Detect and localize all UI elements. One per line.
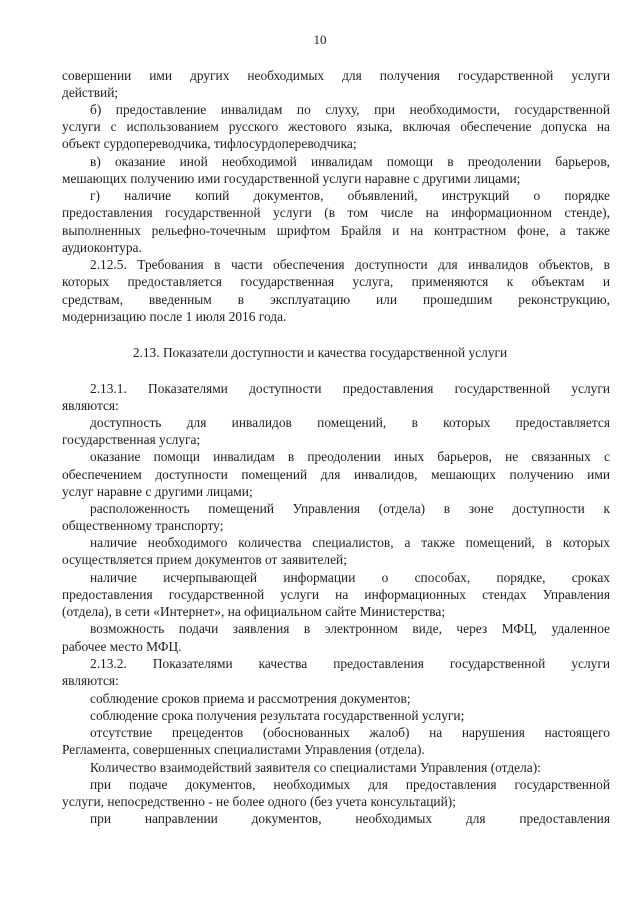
page-number: 10 [313, 32, 327, 47]
text-line: модернизацию после 1 июля 2016 года. [62, 309, 287, 324]
text-line: 2.12.5. Требования в части обеспечения доступности для инвалидов объектов, в [90, 257, 610, 272]
text-line: Регламента, совершенных специалистами Управления (отдела). [62, 742, 425, 757]
text-line: 2.13.1. Показателями доступности предоставления государственной услуги [90, 381, 610, 396]
text-line: мешающих получению ими государственной услуги наравне с другими лицами; [62, 171, 521, 186]
text-line: б) предоставление инвалидам по слуху, при необходимости, государственной [90, 102, 610, 117]
text-line: услуг наравне с другими лицами; [62, 484, 253, 499]
text-line: отсутствие прецедентов (обоснованных жалоб) на нарушения настоящего [90, 725, 610, 740]
text-line: обеспечением доступности помещений для инвалидов, мешающих получению ими [62, 467, 610, 482]
text-line: которых предоставляется государственная услуга, применяются к объектам и [62, 274, 610, 289]
text-line: государственная услуга; [62, 432, 201, 447]
text-line: услуги, непосредственно - не более одного (без учета консультаций); [62, 794, 456, 809]
text-line: рабочее место МФЦ. [62, 639, 182, 654]
text-line: действий; [62, 85, 119, 100]
text-line: выполненных рельефно-точечным шрифтом Брайля и на контрастном фоне, а также [62, 223, 610, 238]
text-line: наличие исчерпывающей информации о способах, порядке, сроках [90, 570, 610, 585]
text-line: объект сурдопереводчика, тифлосурдопереводчика; [62, 136, 357, 151]
text-line: соблюдение сроков приема и рассмотрения документов; [90, 691, 411, 706]
text-line: возможность подачи заявления в электронном виде, через МФЦ, удаленное [90, 621, 610, 636]
text-line: услуги с использованием русского жестового языка, включая обеспечение допуска на [62, 119, 610, 134]
text-line: совершении ими других необходимых для получения государственной услуги [62, 68, 610, 83]
text-line: (отдела), в сети «Интернет», на официальном сайте Министерства; [62, 604, 446, 619]
text-line: являются: [62, 673, 119, 688]
text-line: общественному транспорту; [62, 518, 224, 533]
text-line: являются: [62, 398, 119, 413]
text-line: средствам, введенным в эксплуатацию или прошедшим реконструкцию, [62, 292, 610, 307]
section-heading: 2.13. Показатели доступности и качества государственной услуги [132, 345, 508, 360]
text-line: соблюдение срока получения результата государственной услуги; [90, 708, 465, 723]
text-line: 2.13.2. Показателями качества предоставления государственной услуги [90, 656, 610, 671]
text-line: предоставления государственной услуги на информационных стендах Управления [62, 587, 610, 602]
text-line: осуществляется прием документов от заявителей; [62, 552, 347, 567]
text-line: расположенность помещений Управления (отдела) в зоне доступности к [90, 501, 610, 516]
text-line: при направлении документов, необходимых для предоставления [90, 811, 610, 826]
text-line: аудиоконтура. [62, 240, 142, 255]
text-line: доступность для инвалидов помещений, в которых предоставляется [90, 415, 610, 430]
text-line: Количество взаимодействий заявителя со специалистами Управления (отдела): [90, 760, 541, 775]
text-line: г) наличие копий документов, объявлений, инструкций о порядке [90, 188, 610, 203]
text-line: в) оказание иной необходимой инвалидам помощи в преодолении барьеров, [90, 154, 610, 169]
text-line: при подаче документов, необходимых для предоставления государственной [90, 777, 610, 792]
text-line: оказание помощи инвалидам в преодолении иных барьеров, не связанных с [90, 449, 610, 464]
text-line: наличие необходимого количества специалистов, а также помещений, в которых [90, 535, 610, 550]
text-line: предоставления государственной услуги (в том числе на информационном стенде), [62, 205, 610, 220]
